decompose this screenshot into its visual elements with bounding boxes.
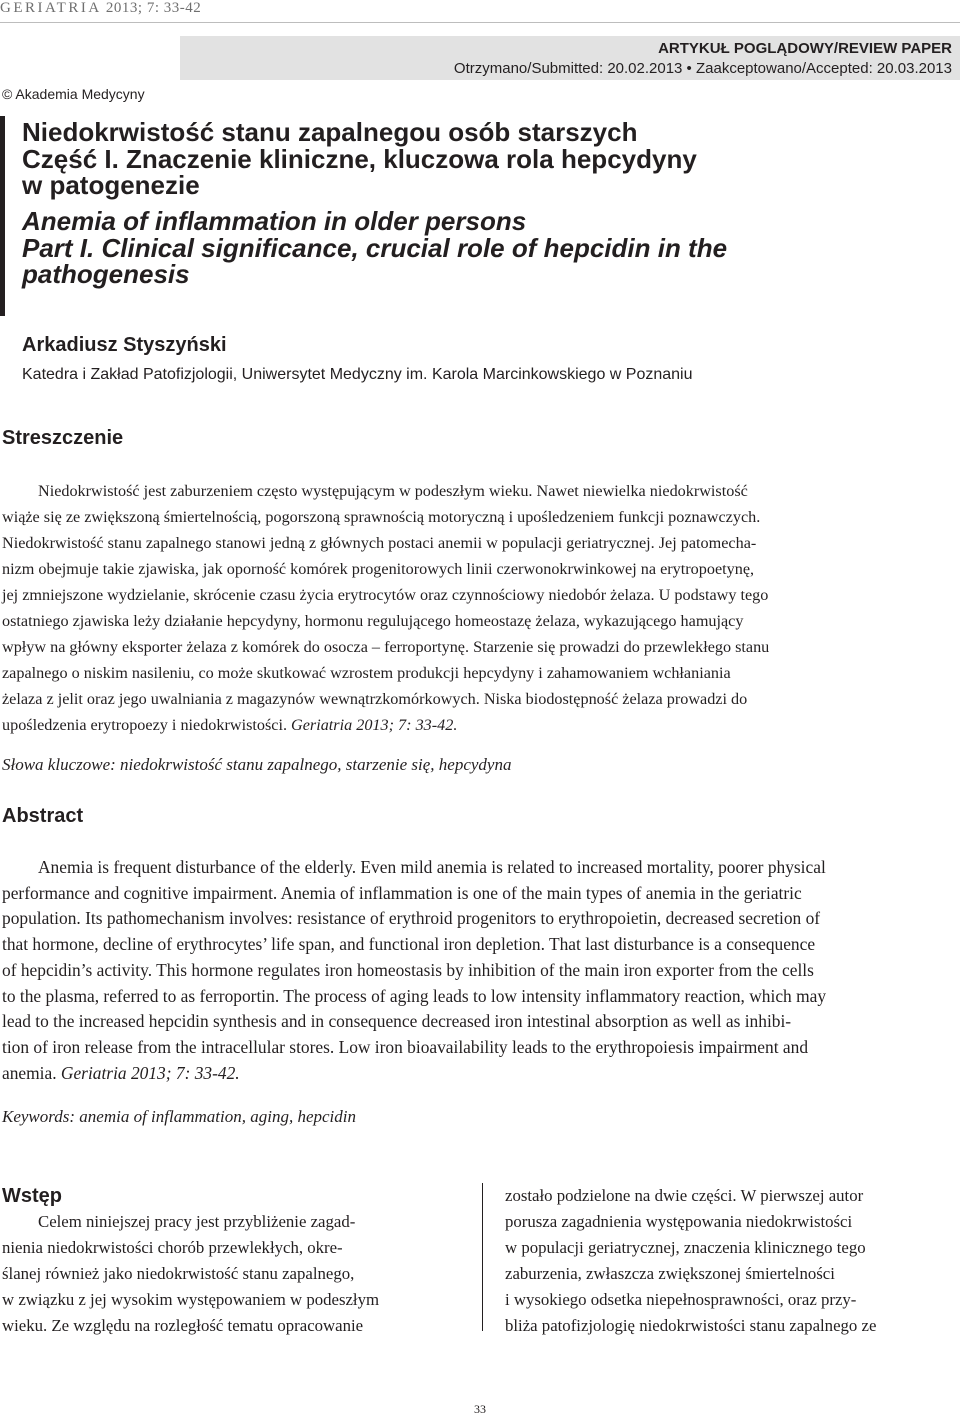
citation: Geriatria 2013; 7: 33-42. [60,1062,240,1083]
text-line: population. Its pathomechanism involves: resistance of erythroid progenitors to erythropoietin, decreased secretion of [2,908,821,929]
text-line: Anemia is frequent disturbance of the elderly. Even mild anemia is related to increased mortality, poorer physical [38,857,826,877]
title-polish-line: w patogenezie [22,170,200,200]
citation: Geriatria 2013; 7: 33-42. [291,716,458,734]
text-line: of hepcidin’s activity. This hormone regulates iron homeostasis by inhibition of the main iron exporter from the cells [2,959,814,980]
text-line-content: upośledzenia erytropoezy i niedokrwistości. [2,716,292,734]
author-affiliation: Katedra i Zakład Patofizjologii, Uniwersytet Medyczny im. Karola Marcinkowskiego w Poznaniu [22,366,693,383]
copyright-notice: © Akademia Medycyny [2,86,145,102]
title-polish-line: Niedokrwistość stanu zapalnegou osób starszych [22,117,638,147]
title-english-line: Part I. Clinical significance, crucial role of hepcidin in the [22,232,728,263]
title-english-line: pathogenesis [22,259,190,289]
text-line: ostatniego zjawiska leży działanie hepcydyny, hormonu regulującego homeostazę żelaza, wykazującego hamujący [2,612,744,630]
text-line: lead to the increased hepcidin synthesis and in consequence decreased iron intestinal absorption as well as inhibi- [2,1011,792,1032]
text-line: w związku z jej wysokim występowaniem w podeszłym [2,1290,380,1309]
journal-header [0,0,201,17]
text-line: nienia niedokrwistości chorób przewlekłych, okre- [2,1238,343,1257]
text-line-last [2,712,957,738]
header-rule [0,22,960,23]
text-line: to the plasma, referred to as ferroportin. The process of aging leads to low intensity inflammatory reaction, which may [2,985,827,1006]
text-line: zaburzenia, zwłaszcza zwiększonej śmiertelności [505,1264,835,1283]
abstract-heading: Abstract [2,805,84,827]
keywords-polish: Słowa kluczowe: niedokrwistość stanu zapalnego, starzenie się, hepcydyna [2,755,512,774]
text-line: wieku. Ze względu na rozległość tematu opracowanie [2,1316,364,1335]
title-polish-line: Część I. Znaczenie kliniczne, kluczowa rola hepcydyny [22,143,697,174]
column-divider [482,1183,483,1331]
text-line: i wysokiego odsetka niepełnosprawności, oraz przy- [505,1290,857,1309]
text-line: bliża patofizjologię niedokrwistości stanu zapalnego ze [505,1316,877,1335]
text-line: Niedokrwistość stanu zapalnego stanowi jedną z głównych postaci anemii w populacji geriatrycznej. Jej patomecha- [2,534,757,552]
title-accent-bar [0,116,5,316]
text-line: that hormone, decline of erythrocytes’ life span, and functional iron depletion. That last disturbance is a consequence [2,934,816,955]
text-line-content: anemia. [2,1062,61,1083]
text-line: jej zmniejszone wydzielanie, skrócenie czasu życia erytrocytów oraz czynnościowy niedobór żelaza. U podstawy tego [2,586,769,604]
text-line: zostało podzielone na dwie części. W pierwszej autor [505,1186,864,1205]
text-line: Celem niniejszej pracy jest przybliżenie zagad- [38,1212,356,1231]
author-name: Arkadiusz Styszyński [22,334,227,356]
wstep-left-column [2,1209,458,1339]
text-line: w populacji geriatrycznej, znaczenia klinicznego tego [505,1238,866,1257]
title-polish [22,119,952,199]
text-line: Niedokrwistość jest zaburzeniem często występującym w podeszłym wieku. Nawet niewielka niedokrwistość [38,482,748,500]
wstep-heading: Wstęp [2,1185,62,1207]
page-number: 33 [474,1402,486,1416]
text-line: performance and cognitive impairment. Anemia of inflammation is one of the main types of anemia in the geriatric [2,882,802,903]
journal-issue: 2013; 7: 33-42 [105,0,202,16]
streszczenie-body [2,478,957,738]
abstract-body [2,855,957,1086]
text-line: nizm obejmuje takie zjawiska, jak oporność komórek progenitorowych linii czerwonokrwinkowej na erytropoetynę, [2,560,755,578]
title-english-line: Anemia of inflammation in older persons [22,206,527,236]
text-line-last [2,1061,957,1087]
journal-name: GERIATRIA [0,0,102,16]
text-line: wiąże się ze zwiększoną śmiertelnością, pogorszoną sprawnością motoryczną i upośledzeniem funkcji poznawczych. [2,508,761,526]
text-line: żelaza z jelit oraz jego uwalniania z magazynów wewnątrzkomórkowych. Niska biodostępność żelaza prowadzi do [2,690,748,708]
submission-dates: Otrzymano/Submitted: 20.02.2013 • Zaakceptowano/Accepted: 20.03.2013 [453,60,952,77]
text-line: tion of iron release from the intracellular stores. Low iron bioavailability leads to the erythropoiesis impairment and [2,1036,809,1057]
wstep-right-column [505,1183,960,1339]
text-line: porusza zagadnienia występowania niedokrwistości [505,1212,853,1231]
keywords-english: Keywords: anemia of inflammation, aging, hepcidin [2,1107,356,1126]
text-line: zapalnego o niskim nasileniu, co może skutkować wzrostem produkcji hepcydyny i zahamowaniem wchłaniania [2,664,731,682]
article-type: ARTYKUŁ POGLĄDOWY/REVIEW PAPER [658,40,952,57]
streszczenie-heading: Streszczenie [2,427,124,449]
text-line: wpływ na główny eksporter żelaza z komórek do osocza – ferroportynę. Starzenie się prowadzi do przewlekłego stanu [2,638,770,656]
text-line: ślanej również jako niedokrwistość stanu zapalnego, [2,1264,355,1283]
title-english [22,208,952,288]
